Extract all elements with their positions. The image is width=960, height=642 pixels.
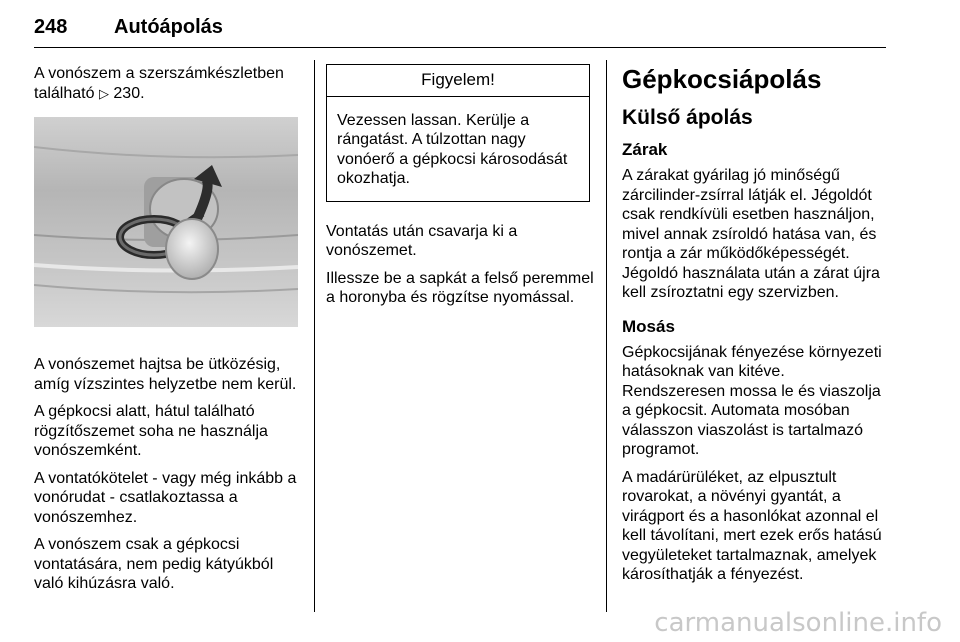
section-heading: Gépkocsiápolás — [622, 64, 822, 94]
heading-washing: Mosás — [622, 316, 675, 336]
paragraph-4: A vonószem csak a gépkocsi vontatására, nem pedig kátyúkból való kihúzásra való. — [34, 536, 274, 592]
column-divider-right — [606, 60, 607, 612]
column-left — [34, 64, 304, 602]
column-right — [622, 64, 892, 593]
subsection-heading: Külső ápolás — [622, 106, 753, 129]
warning-box — [326, 64, 590, 202]
column-divider-left — [314, 60, 315, 612]
column-middle — [326, 64, 594, 316]
paragraph-washing-1: Gépkocsijának fényezése környezeti hatásoknak van kitéve. — [622, 343, 882, 380]
ref-arrow-icon[interactable]: ▷ — [98, 85, 109, 101]
intro-ref-page[interactable]: 230. — [113, 84, 145, 102]
paragraph-locks: A zárakat gyárilag jó minőségű zárcilinder-zsírral látják el. Jégoldót csak rendkívüli esetben használjon, mivel annak zsíroldó hatása van, és rontja a zár működőképességét. Jégoldó használata után a zárat újra kell zsíroztatni egy szervizben. — [622, 167, 880, 301]
page-header — [34, 16, 886, 50]
page-title: Autóápolás — [114, 16, 223, 38]
paragraph-2: A gépkocsi alatt, hátul található rögzítőszemet soha ne használja vonószemként. — [34, 403, 268, 459]
towing-eye-drawing — [34, 117, 298, 327]
paragraph-2: Illessze be a sapkát a felső peremmel a horonyba és rögzítse nyomással. — [326, 269, 594, 306]
towing-eye-illustration — [34, 117, 298, 327]
footer-watermark: carmanualsonline.info — [654, 608, 942, 638]
paragraph-washing-3: A madárürüléket, az elpusztult rovarokat, a növényi gyantát, a virágport és a hasonlókat azonnal el kell távolítani, mert ezek erős hatású vegyületeket tartalmaznak, amelyek károsíthatják a fényezést. — [622, 468, 882, 583]
warning-text: Vezessen lassan. Kerülje a rángatást. A túlzottan nagy vonóerő a gépkocsi károsodását okozhatja. — [337, 111, 568, 187]
heading-locks: Zárak — [622, 140, 668, 159]
intro-line-1: A vonószem a szerszámkészletben — [34, 65, 284, 82]
paragraph-1: Vontatás után csavarja ki a vonószemet. — [326, 222, 518, 259]
intro-line-2: található — [34, 84, 95, 102]
warning-title: Figyelem! — [327, 65, 589, 97]
intro-paragraph — [34, 64, 304, 103]
header-rule — [34, 47, 886, 48]
paragraph-washing-2: Rendszeresen mossa le és viaszolja a gépkocsit. Automata mosóban válasszon viaszolást is tartalmazó programot. — [622, 382, 881, 458]
paragraph-1: A vonószemet hajtsa be ütközésig, amíg vízszintes helyzetbe nem kerül. — [34, 356, 297, 393]
page-number: 248 — [34, 16, 68, 38]
paragraph-3: A vontatókötelet - vagy még inkább a vonórudat - csatlakoztassa a vonószemhez. — [34, 469, 297, 526]
